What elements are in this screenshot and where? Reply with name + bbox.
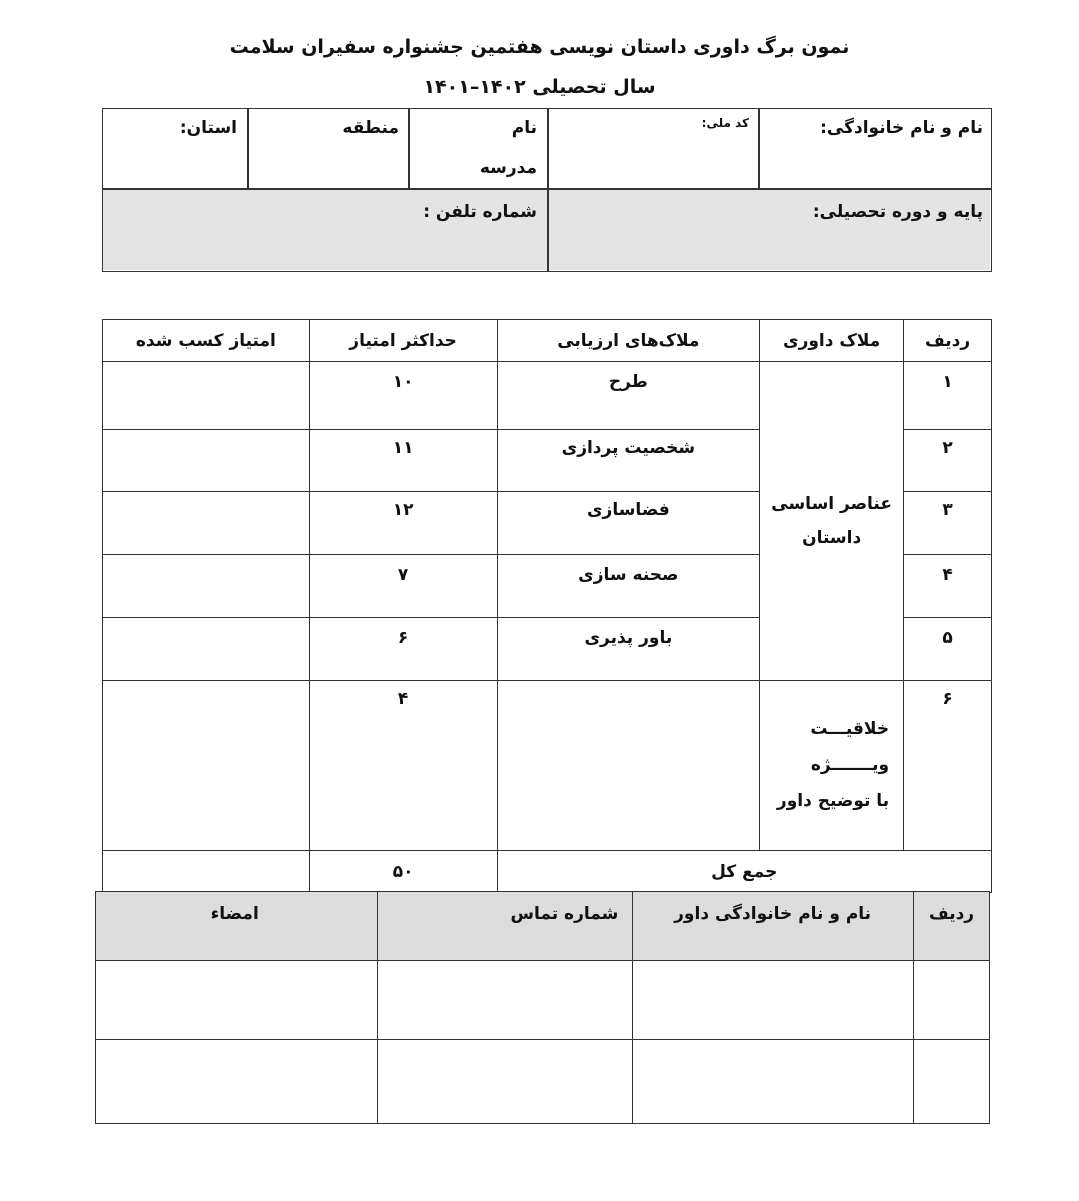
judges-table — [95, 891, 990, 1124]
header-row-num: ردیف — [904, 320, 992, 362]
total-label: جمع کل — [497, 851, 992, 893]
school-name-label-2: مدرسه — [479, 158, 537, 178]
header-evaluation: ملاک‌های ارزیابی — [497, 320, 760, 362]
row-num: ۴ — [904, 555, 992, 618]
judge-phone-cell[interactable] — [377, 961, 633, 1040]
total-earned-cell[interactable] — [103, 851, 310, 893]
criteria-header-row — [103, 320, 992, 362]
judges-header-row — [96, 892, 990, 961]
table-row — [103, 362, 992, 430]
max-score: ۱۲ — [309, 492, 497, 555]
judge-sign-cell[interactable] — [96, 961, 378, 1040]
header-earned: امتیاز کسب شده — [103, 320, 310, 362]
earned-score-cell[interactable] — [103, 492, 310, 555]
special-label-cell — [760, 681, 904, 851]
max-score: ۱۱ — [309, 430, 497, 492]
max-score: ۶ — [309, 618, 497, 681]
judges-header-row-num: ردیف — [914, 892, 990, 961]
criterion: فضاسازی — [497, 492, 760, 555]
judges-header-sign: امضاء — [96, 892, 378, 961]
earned-score-cell[interactable] — [103, 430, 310, 492]
row-num: ۱ — [904, 362, 992, 430]
special-row — [103, 681, 992, 851]
judges-header-phone: شماره تماس — [377, 892, 633, 961]
earned-score-cell[interactable] — [103, 618, 310, 681]
judge-sign-cell[interactable] — [96, 1040, 378, 1124]
judges-header-name: نام و نام خانوادگی داور — [633, 892, 914, 961]
student-name-label: نام و نام خانوادگی: — [820, 118, 983, 138]
earned-score-cell[interactable] — [103, 681, 310, 851]
criterion: شخصیت پردازی — [497, 430, 760, 492]
group-label-2: داستان — [802, 528, 862, 548]
grade-label: پایه و دوره تحصیلی: — [812, 202, 983, 222]
row-num: ۳ — [904, 492, 992, 555]
judge-name-cell[interactable] — [633, 1040, 914, 1124]
header-judging: ملاک داوری — [760, 320, 904, 362]
total-value: ۵۰ — [309, 851, 497, 893]
judge-phone-cell[interactable] — [377, 1040, 633, 1124]
table-row — [96, 961, 990, 1040]
judge-row-num-cell[interactable] — [914, 961, 990, 1040]
form-title: نمون برگ داوری داستان نویسی هفتمین جشنواره سفیران سلامت — [229, 36, 850, 58]
special-label-line3: با توضیح داور — [776, 791, 890, 811]
earned-score-cell[interactable] — [103, 362, 310, 430]
group-cell — [760, 362, 904, 681]
criteria-table — [102, 319, 992, 893]
max-score: ۱۰ — [309, 362, 497, 430]
school-name-label: نام — [511, 118, 537, 138]
special-label-line1: خلاقیـــت — [810, 719, 890, 739]
criterion: طرح — [497, 362, 760, 430]
criterion: باور پذیری — [497, 618, 760, 681]
table-row — [96, 1040, 990, 1124]
phone-label: شماره تلفن : — [423, 202, 537, 222]
total-row — [103, 851, 992, 893]
province-label: استان: — [179, 118, 237, 138]
academic-year: سال تحصیلی ۱۴۰۲–۱۴۰۱ — [423, 76, 656, 98]
judge-name-cell[interactable] — [633, 961, 914, 1040]
group-label: عناصر اساسی — [771, 494, 892, 514]
judge-row-num-cell[interactable] — [914, 1040, 990, 1124]
national-code-label: کد ملی: — [701, 116, 749, 130]
special-label-line2: ویـــــــژه — [810, 755, 890, 775]
region-label: منطقه — [342, 118, 399, 138]
max-score: ۴ — [309, 681, 497, 851]
header-max: حداکثر امتیاز — [309, 320, 497, 362]
special-criterion-cell — [497, 681, 760, 851]
row-num: ۲ — [904, 430, 992, 492]
max-score: ۷ — [309, 555, 497, 618]
row-num: ۶ — [904, 681, 992, 851]
row-num: ۵ — [904, 618, 992, 681]
criterion: صحنه سازی — [497, 555, 760, 618]
earned-score-cell[interactable] — [103, 555, 310, 618]
